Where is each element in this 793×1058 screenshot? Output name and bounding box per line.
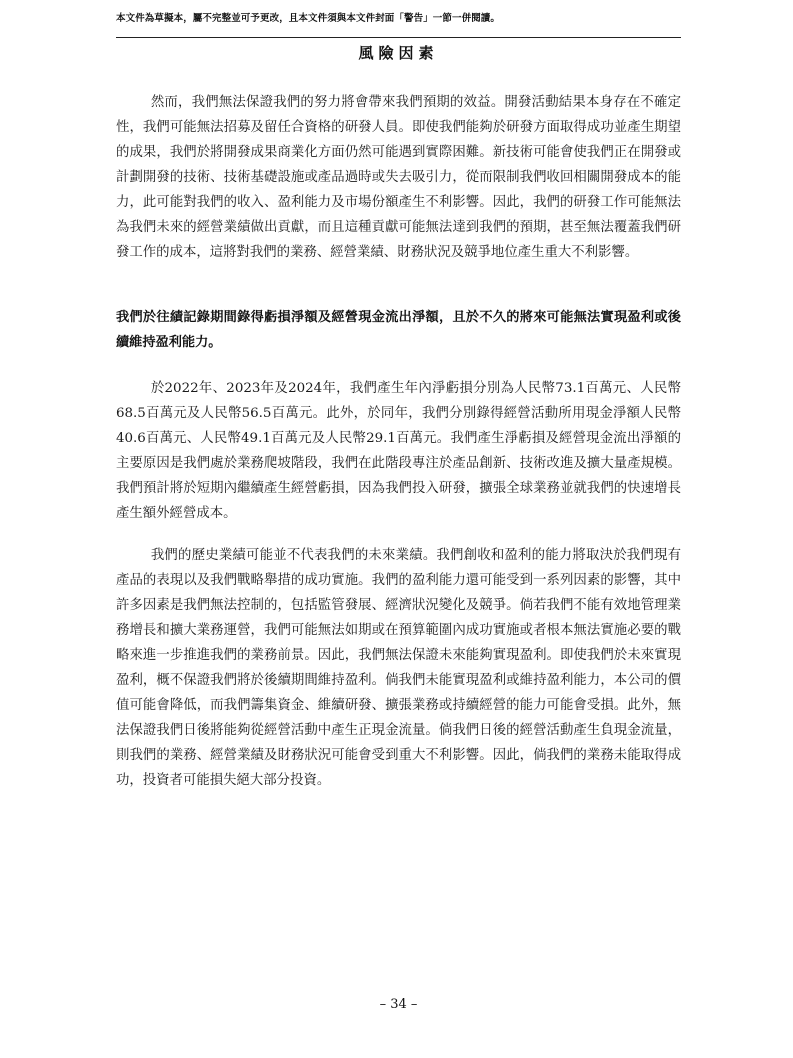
body-paragraph-2: 於2022年、2023年及2024年，我們產生年內淨虧損分別為人民幣73.1百萬元、人民幣68.5百萬元及人民幣56.5百萬元。此外，於同年，我們分別錄得經營活動所用現金淨額人民幣40.6百萬元、人民幣49.1百萬元及人民幣29.1百萬元。我們產生淨虧損及經營現金流出淨額的主要原因是我們處於業務爬坡階段，我們在此階段專注於產品創新、技術改進及擴大量產規模。我們預計將於短期內繼續產生經營虧損，因為我們投入研發，擴張全球業務並就我們的快速增長產生額外經營成本。 — [116, 381, 681, 521]
risk-factor-heading: 我們於往績記錄期間錄得虧損淨額及經營現金流出淨額，且於不久的將來可能無法實現盈利或後續維持盈利能力。 — [116, 310, 681, 350]
section-title: 風險因素 — [358, 44, 439, 62]
body-paragraph-1: 然而，我們無法保證我們的努力將會帶來我們預期的效益。開發活動結果本身存在不確定性，我們可能無法招募及留任合資格的研發人員。即使我們能夠於研發方面取得成功並產生期望的成果，我們於將開發成果商業化方面仍然可能遇到實際困難。新技術可能會使我們正在開發或計劃開發的技術、技術基礎設施或產品過時或失去吸引力，從而限制我們收回相關開發成本的能力，此可能對我們的收入、盈利能力及市場份額產生不利影響。因此，我們的研發工作可能無法為我們未來的經營業績做出貢獻，而且這種貢獻可能無法達到我們的預期，甚至無法覆蓋我們研發工作的成本，這將對我們的業務、經營業績、財務狀況及競爭地位產生重大不利影響。 — [116, 95, 681, 260]
draft-warning-note: 本文件為草擬本，屬不完整並可予更改，且本文件須與本文件封面「警告」一節一併閱讀。 — [116, 13, 501, 24]
page-number: – 34 – — [379, 997, 418, 1012]
body-paragraph-3: 我們的歷史業績可能並不代表我們的未來業績。我們創收和盈利的能力將取決於我們現有產品的表現以及我們戰略舉措的成功實施。我們的盈利能力還可能受到一系列因素的影響，其中許多因素是我們無法控制的，包括監管發展、經濟狀況變化及競爭。倘若我們不能有效地管理業務增長和擴大業務運營，我們可能無法如期或在預算範圍內成功實施或者根本無法實施必要的戰略來進一步推進我們的業務前景。因此，我們無法保證未來能夠實現盈利。即使我們於未來實現盈利，概不保證我們將於後續期間維持盈利。倘我們未能實現盈利或維持盈利能力，本公司的價值可能會降低，而我們籌集資金、維續研發、擴張業務或持續經營的能力可能會受損。此外，無法保證我們日後將能夠從經營活動中產生正現金流量。倘我們日後的經營活動產生負現金流量，則我們的業務、經營業績及財務狀況可能會受到重大不利影響。因此，倘我們的業務未能取得成功，投資者可能損失絕大部分投資。 — [116, 548, 681, 788]
header-divider — [116, 37, 681, 38]
